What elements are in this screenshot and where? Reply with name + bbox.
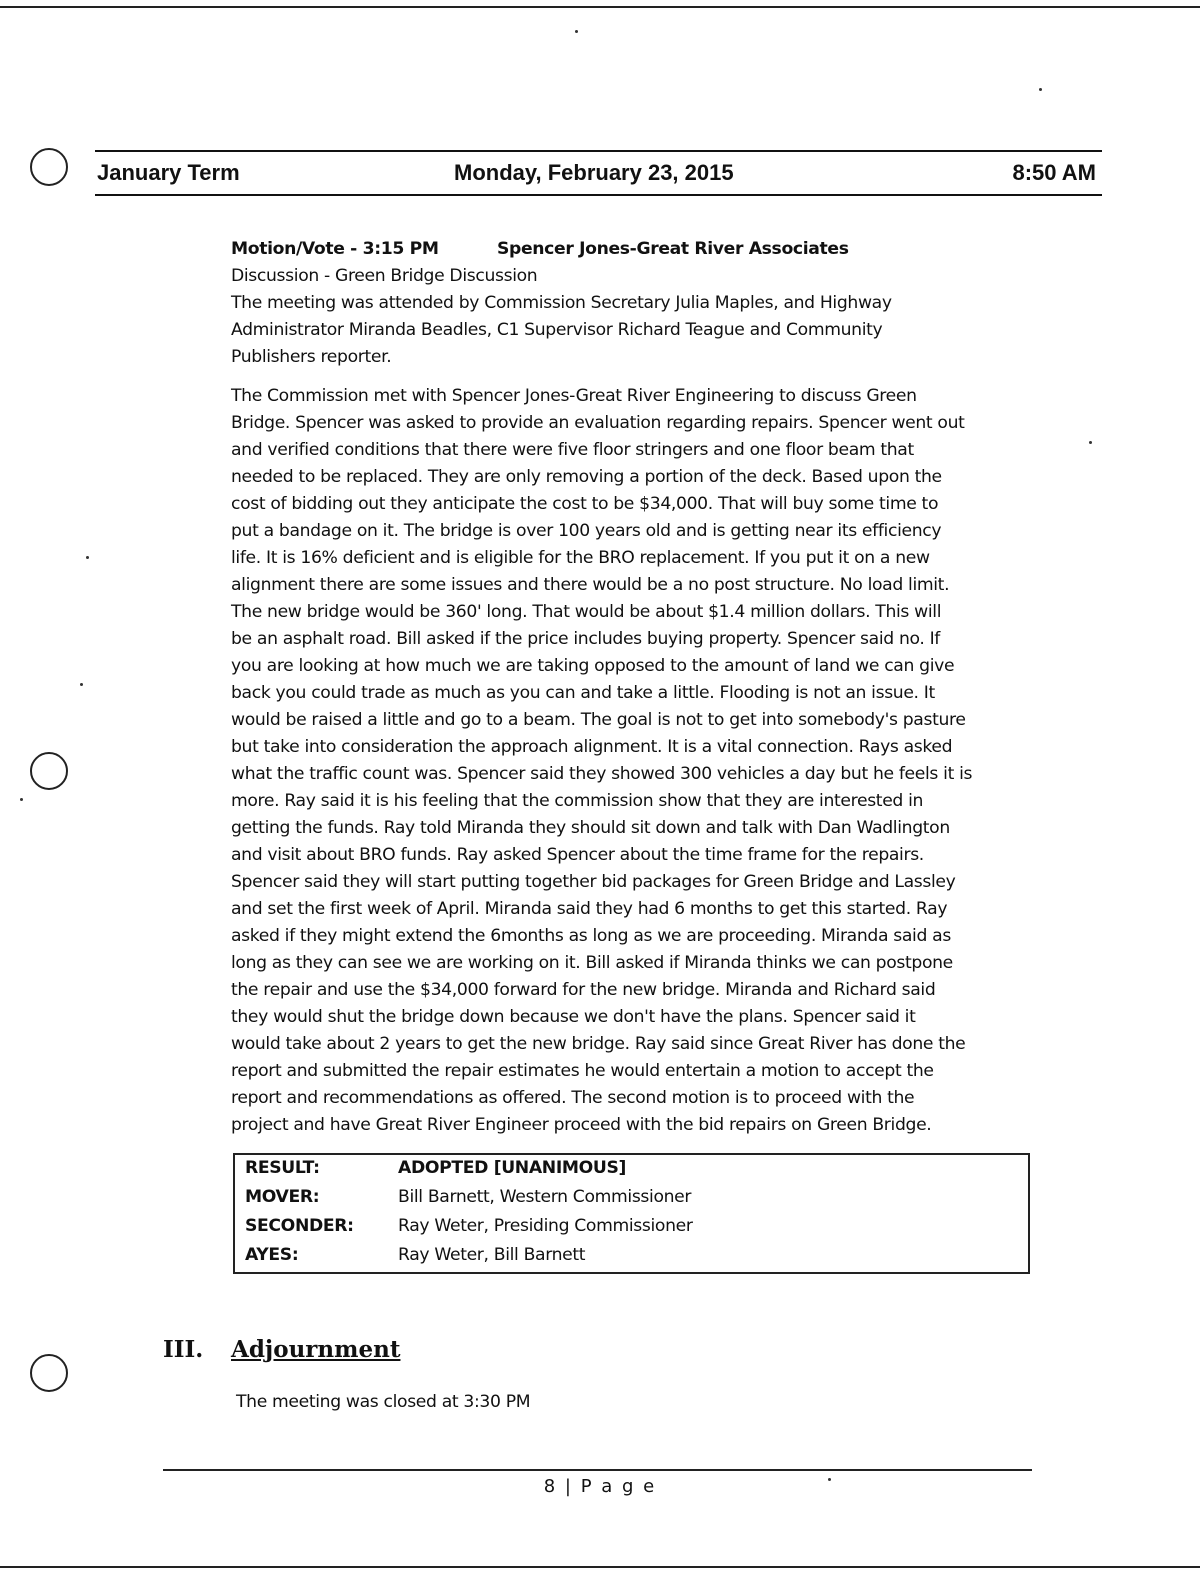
punch-hole-bottom [30, 1354, 68, 1392]
body-line: Spencer said they will start putting together bid packages for Green Bridge and Lassley [231, 872, 956, 892]
body-line: project and have Great River Engineer proceed with the bid repairs on Green Bridge. [231, 1115, 932, 1135]
header-term: January Term [97, 160, 240, 185]
body-line: long as they can see we are working on it. Bill asked if Miranda thinks we can postpone [231, 953, 953, 973]
page-number: 8 | P a g e [543, 1476, 657, 1497]
header-time: 8:50 AM [1012, 160, 1096, 185]
vote-value: ADOPTED [UNANIMOUS] [398, 1158, 627, 1178]
attendance-line: The meeting was attended by Commission Secretary Julia Maples, and Highway [231, 293, 892, 313]
body-line: and verified conditions that there were five floor stringers and one floor beam that [231, 440, 914, 460]
body-line: back you could trade as much as you can and take a little. Flooding is not an issue. It [231, 683, 935, 703]
closing-text: The meeting was closed at 3:30 PM [236, 1392, 531, 1412]
vote-label: RESULT: [245, 1158, 320, 1178]
attendance-paragraph [231, 290, 892, 371]
scan-speck [575, 30, 578, 33]
body-line: report and submitted the repair estimates he would entertain a motion to accept the [231, 1061, 934, 1081]
scan-speck [86, 556, 89, 559]
scan-speck [1039, 88, 1042, 91]
vote-label: SECONDER: [245, 1216, 354, 1236]
body-line: more. Ray said it is his feeling that the commission show that they are interested in [231, 791, 924, 811]
header-rule-top [95, 150, 1102, 152]
body-line: The Commission met with Spencer Jones-Great River Engineering to discuss Green [231, 386, 917, 406]
scan-bottom-edge [0, 1566, 1200, 1568]
body-line: put a bandage on it. The bridge is over 100 years old and is getting near its efficiency [231, 521, 942, 541]
body-line: and set the first week of April. Miranda said they had 6 months to get this started. Ray [231, 899, 948, 919]
body-line: life. It is 16% deficient and is eligible for the BRO replacement. If you put it on a new [231, 548, 930, 568]
header-date: Monday, February 23, 2015 [454, 160, 734, 185]
vote-label: AYES: [245, 1245, 299, 1265]
discussion-line: Discussion - Green Bridge Discussion [231, 266, 538, 286]
body-line: be an asphalt road. Bill asked if the price includes buying property. Spencer said no. If [231, 629, 941, 649]
body-line: would be raised a little and go to a beam. The goal is not to get into somebody's pasture [231, 710, 966, 730]
section-title: Adjournment [231, 1336, 401, 1363]
header-rule-bottom [95, 194, 1102, 196]
body-line: the repair and use the $34,000 forward for the new bridge. Miranda and Richard said [231, 980, 936, 1000]
punch-hole-top [30, 148, 68, 186]
scan-speck [20, 798, 23, 801]
motion-label: Motion/Vote - 3:15 PM [231, 239, 439, 259]
body-line: The new bridge would be 360' long. That would be about $1.4 million dollars. This will [231, 602, 942, 622]
presenter-name: Spencer Jones-Great River Associates [497, 239, 849, 259]
body-line: you are looking at how much we are taking opposed to the amount of land we can give [231, 656, 955, 676]
punch-hole-middle [30, 752, 68, 790]
body-line: would take about 2 years to get the new bridge. Ray said since Great River has done the [231, 1034, 966, 1054]
vote-label: MOVER: [245, 1187, 320, 1207]
body-line: but take into consideration the approach alignment. It is a vital connection. Rays asked [231, 737, 953, 757]
vote-value: Bill Barnett, Western Commissioner [398, 1187, 692, 1207]
body-line: report and recommendations as offered. The second motion is to proceed with the [231, 1088, 915, 1108]
body-line: Bridge. Spencer was asked to provide an evaluation regarding repairs. Spencer went out [231, 413, 965, 433]
body-line: cost of bidding out they anticipate the cost to be $34,000. That will buy some time to [231, 494, 939, 514]
vote-value: Ray Weter, Bill Barnett [398, 1245, 586, 1265]
body-line: what the traffic count was. Spencer said they showed 300 vehicles a day but he feels it is [231, 764, 973, 784]
vote-result-table [233, 1153, 1030, 1274]
attendance-line: Publishers reporter. [231, 347, 392, 367]
section-number: III. [163, 1336, 204, 1363]
body-line: they would shut the bridge down because we don't have the plans. Spencer said it [231, 1007, 916, 1027]
scan-top-edge [0, 6, 1200, 8]
body-line: getting the funds. Ray told Miranda they should sit down and talk with Dan Wadlington [231, 818, 950, 838]
body-line: and visit about BRO funds. Ray asked Spencer about the time frame for the repairs. [231, 845, 924, 865]
scan-speck [80, 683, 83, 686]
scan-speck [1089, 441, 1092, 444]
attendance-line: Administrator Miranda Beadles, C1 Supervisor Richard Teague and Community [231, 320, 883, 340]
vote-value: Ray Weter, Presiding Commissioner [398, 1216, 693, 1236]
body-line: alignment there are some issues and there would be a no post structure. No load limit. [231, 575, 950, 595]
body-line: asked if they might extend the 6months as long as we are proceeding. Miranda said as [231, 926, 951, 946]
footer-rule [163, 1469, 1032, 1471]
discussion-paragraph [231, 383, 972, 1139]
body-line: needed to be replaced. They are only removing a portion of the deck. Based upon the [231, 467, 942, 487]
